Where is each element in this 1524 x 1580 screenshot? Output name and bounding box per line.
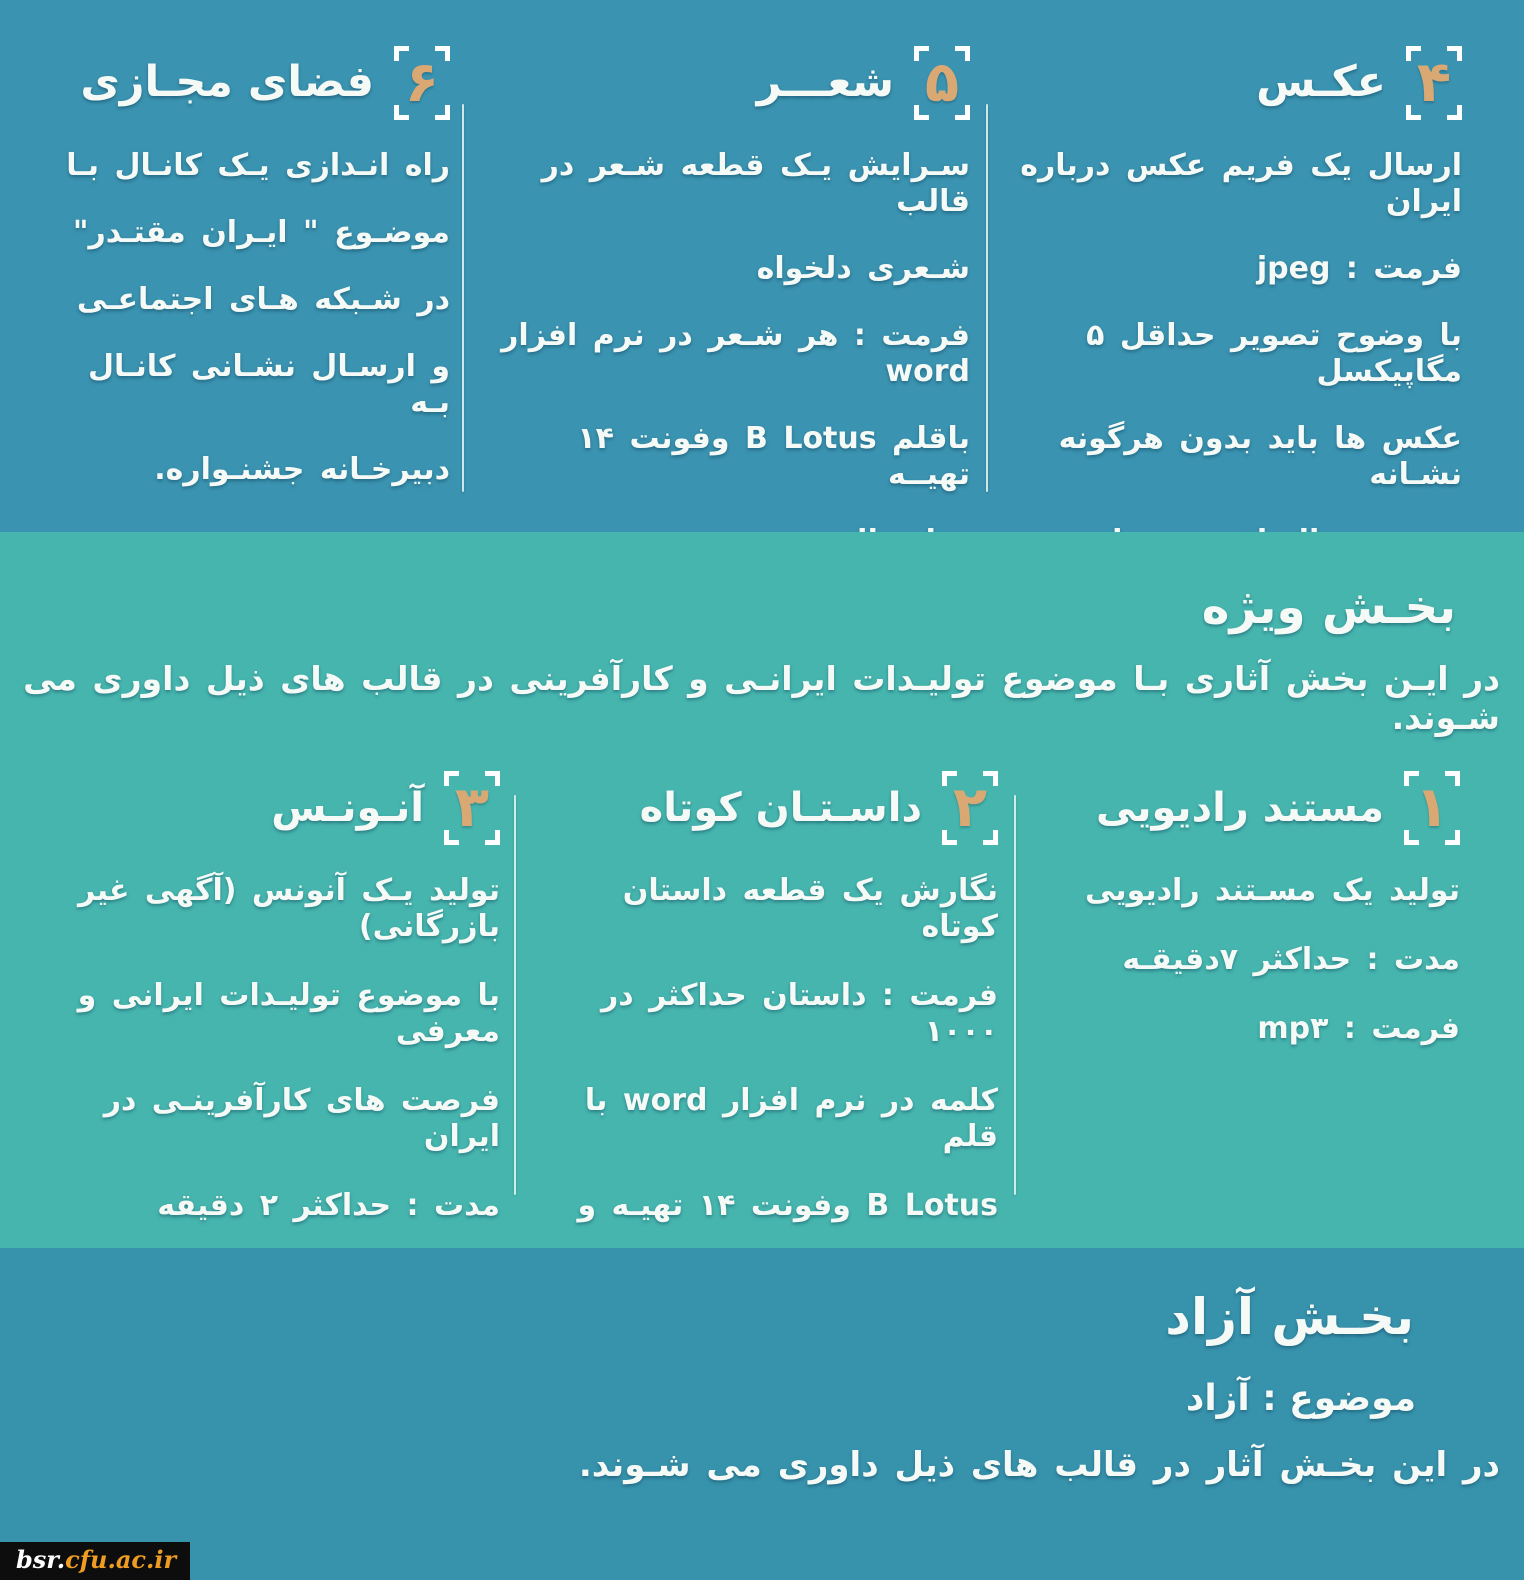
bracket-corner-icon bbox=[394, 105, 409, 120]
item-body bbox=[482, 148, 970, 560]
text-line: راه انـدازی یـک کانـال بـا bbox=[66, 148, 450, 183]
bracket-corner-icon bbox=[942, 771, 957, 786]
item-number: ۴ bbox=[1416, 50, 1452, 115]
text-line: عکس ها باید بدون هرگونه نشـانه bbox=[1058, 421, 1462, 492]
item-body bbox=[1040, 873, 1460, 1047]
text-line: دبیرخـانه جشنـواره. bbox=[154, 452, 450, 487]
bracket-corner-icon bbox=[983, 830, 998, 845]
item-number-badge bbox=[914, 46, 970, 120]
special-section bbox=[0, 532, 1524, 1248]
item-teaser-header bbox=[40, 771, 500, 845]
special-columns bbox=[0, 771, 1524, 1223]
bracket-corner-icon bbox=[914, 46, 929, 61]
item-number-badge bbox=[394, 46, 450, 120]
text-line: مدت : حداکثر ۷دقیقـه bbox=[1122, 942, 1460, 977]
item-number: ۱ bbox=[1414, 775, 1450, 840]
text-line: تولید یـک آنونس (آگهی غیر بازرگانی) bbox=[78, 873, 500, 944]
text-line: مدت : حداکثر ۲ دقیقه bbox=[157, 1188, 500, 1223]
item-poetry-header bbox=[482, 46, 970, 120]
bracket-corner-icon bbox=[1447, 105, 1462, 120]
item-body bbox=[40, 873, 500, 1293]
bracket-corner-icon bbox=[914, 105, 929, 120]
text-line: فرمت : jpeg bbox=[1256, 251, 1462, 286]
text-line: در شـبکه هـای اجتماعـی bbox=[76, 282, 450, 317]
item-number-badge bbox=[1404, 771, 1460, 845]
format-item-cyberspace bbox=[0, 46, 462, 532]
text-line: نگارش یک قطعه داستان کوتاه bbox=[622, 873, 998, 944]
item-number: ۵ bbox=[924, 50, 960, 115]
top-columns bbox=[0, 0, 1524, 532]
item-number-badge bbox=[942, 771, 998, 845]
special-section-description: در ایـن بخش آثاری بـا موضوع تولیـدات ایرانـی و کارآفرینی در قالب های ذیل داوری می شـوند. bbox=[23, 659, 1500, 737]
bracket-corner-icon bbox=[444, 830, 459, 845]
format-item-radio-documentary bbox=[1016, 771, 1524, 1201]
item-title: آنـونـس bbox=[271, 785, 424, 831]
item-cyberspace-header bbox=[38, 46, 450, 120]
text-line: فرمت : mp۳ bbox=[1257, 1011, 1460, 1046]
text-line: فرصت های کارآفرینـی در ایران bbox=[103, 1083, 500, 1154]
bracket-corner-icon bbox=[1445, 830, 1460, 845]
column-divider bbox=[514, 795, 516, 1195]
site-watermark bbox=[0, 1542, 190, 1580]
text-line: با وضوح تصویر حداقل ۵ مگاپیکسل bbox=[1086, 318, 1462, 389]
text-line: شـعری دلخواه bbox=[756, 251, 970, 286]
bracket-corner-icon bbox=[1447, 46, 1462, 61]
text-line: ارسال یک فریم عکس درباره ایران bbox=[1020, 148, 1462, 219]
bracket-corner-icon bbox=[983, 771, 998, 786]
bracket-corner-icon bbox=[942, 830, 957, 845]
bracket-corner-icon bbox=[485, 830, 500, 845]
column-divider bbox=[462, 104, 464, 492]
formats-section-top bbox=[0, 0, 1524, 532]
format-item-short-story bbox=[516, 771, 1014, 1223]
column-divider bbox=[1014, 795, 1016, 1195]
item-number-badge bbox=[1406, 46, 1462, 120]
bracket-corner-icon bbox=[435, 105, 450, 120]
bracket-corner-icon bbox=[1406, 105, 1421, 120]
text-line: موضـوع " ایـران مقتـدر" bbox=[72, 215, 450, 250]
free-section-description: در این بخـش آثار در قالب های ذیل داوری می شـوند. bbox=[578, 1445, 1500, 1485]
item-body bbox=[38, 148, 450, 488]
special-section-title: بخـش ویژه bbox=[1201, 580, 1456, 635]
text-line: تولید یک مسـتند رادیویی bbox=[1084, 873, 1460, 908]
format-item-teaser bbox=[0, 771, 514, 1223]
item-story-header bbox=[532, 771, 998, 845]
bracket-corner-icon bbox=[435, 46, 450, 61]
text-line: و ارسـال نشـانی کانـال بـه bbox=[87, 349, 450, 420]
bracket-corner-icon bbox=[444, 771, 459, 786]
free-section-topic: موضوع : آزاد bbox=[1185, 1378, 1416, 1419]
text-line: سـرایش یـک قطعه شـعر در قالب bbox=[541, 148, 970, 219]
item-title: مستند رادیویی bbox=[1095, 785, 1384, 831]
item-title: فضای مجـازی bbox=[80, 57, 374, 108]
item-number: ۳ bbox=[454, 775, 490, 840]
text-line: B Lotus وفونت ۱۴ تهیـه و bbox=[577, 1188, 998, 1223]
item-title: شعـــر bbox=[756, 57, 894, 108]
column-divider bbox=[986, 104, 988, 492]
text-line: با موضوع تولیـدات ایرانی و معرفی bbox=[77, 978, 500, 1049]
bracket-corner-icon bbox=[1404, 830, 1419, 845]
text-line: فرمت : داستان حداکثر در ۱۰۰۰ bbox=[601, 978, 998, 1049]
watermark-domain: cfu.ac.ir bbox=[65, 1545, 177, 1574]
free-section-title: بخـش آزاد bbox=[1165, 1288, 1414, 1346]
text-line: کلمه در نرم افزار word با قلم bbox=[584, 1083, 998, 1154]
item-body bbox=[532, 873, 998, 1293]
item-title: عکـس bbox=[1256, 57, 1386, 108]
bracket-corner-icon bbox=[955, 46, 970, 61]
item-body bbox=[1016, 148, 1462, 560]
item-number: ۶ bbox=[404, 50, 440, 115]
format-item-photo bbox=[988, 46, 1524, 532]
item-number: ۲ bbox=[952, 775, 988, 840]
bracket-corner-icon bbox=[1445, 771, 1460, 786]
item-photo-header bbox=[1016, 46, 1462, 120]
free-section bbox=[0, 1248, 1524, 1580]
bracket-corner-icon bbox=[1404, 771, 1419, 786]
text-line: باقلم B Lotus وفونت ۱۴ تهیــه bbox=[577, 421, 970, 492]
bracket-corner-icon bbox=[485, 771, 500, 786]
format-item-poetry bbox=[464, 46, 986, 532]
text-line: فرمت : هر شـعر در نرم افزار word bbox=[501, 318, 970, 389]
item-radio-header bbox=[1040, 771, 1460, 845]
bracket-corner-icon bbox=[1406, 46, 1421, 61]
item-number-badge bbox=[444, 771, 500, 845]
bracket-corner-icon bbox=[394, 46, 409, 61]
watermark-prefix: bsr. bbox=[16, 1545, 66, 1574]
bracket-corner-icon bbox=[955, 105, 970, 120]
item-title: داسـتـان کوتاه bbox=[639, 785, 922, 831]
